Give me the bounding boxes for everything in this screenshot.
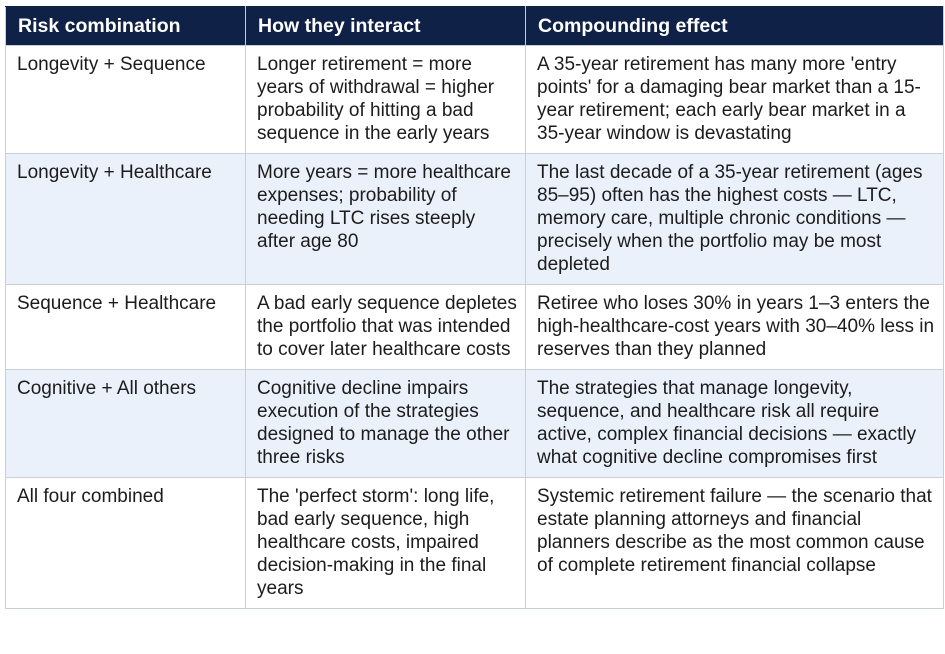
table-header-row — [6, 7, 944, 46]
effect-cell: The strategies that manage longevity, sequence, and healthcare risk all require active, complex financial decisions — exactly what cognitive decline compromises first — [526, 370, 944, 478]
effect-cell: A 35-year retirement has many more 'entry points' for a damaging bear market than a 15-year retirement; each early bear market in a 35-year window is devastating — [526, 46, 944, 154]
table-row — [6, 285, 944, 370]
header-risk-combination: Risk combination — [6, 7, 246, 46]
interaction-cell: The 'perfect storm': long life, bad early sequence, high healthcare costs, impaired decision-making in the final years — [246, 478, 526, 609]
header-how-they-interact: How they interact — [246, 7, 526, 46]
table-row — [6, 478, 944, 609]
effect-cell: Systemic retirement failure — the scenario that estate planning attorneys and financial planners describe as the most common cause of complete retirement financial collapse — [526, 478, 944, 609]
interaction-cell: Longer retirement = more years of withdrawal = higher probability of hitting a bad sequence in the early years — [246, 46, 526, 154]
risk-combination-table — [5, 6, 944, 609]
risk-combination-cell: All four combined — [6, 478, 246, 609]
risk-combination-cell: Cognitive + All others — [6, 370, 246, 478]
risk-combination-cell: Longevity + Sequence — [6, 46, 246, 154]
interaction-cell: More years = more healthcare expenses; probability of needing LTC rises steeply after age 80 — [246, 154, 526, 285]
table-row — [6, 46, 944, 154]
interaction-cell: A bad early sequence depletes the portfolio that was intended to cover later healthcare costs — [246, 285, 526, 370]
header-compounding-effect: Compounding effect — [526, 7, 944, 46]
risk-combination-cell: Longevity + Healthcare — [6, 154, 246, 285]
effect-cell: Retiree who loses 30% in years 1–3 enters the high-healthcare-cost years with 30–40% less in reserves than they planned — [526, 285, 944, 370]
table-row — [6, 370, 944, 478]
interaction-cell: Cognitive decline impairs execution of the strategies designed to manage the other three risks — [246, 370, 526, 478]
table-row — [6, 154, 944, 285]
risk-combination-cell: Sequence + Healthcare — [6, 285, 246, 370]
effect-cell: The last decade of a 35-year retirement (ages 85–95) often has the highest costs — LTC, memory care, multiple chronic conditions — precisely when the portfolio may be most depleted — [526, 154, 944, 285]
